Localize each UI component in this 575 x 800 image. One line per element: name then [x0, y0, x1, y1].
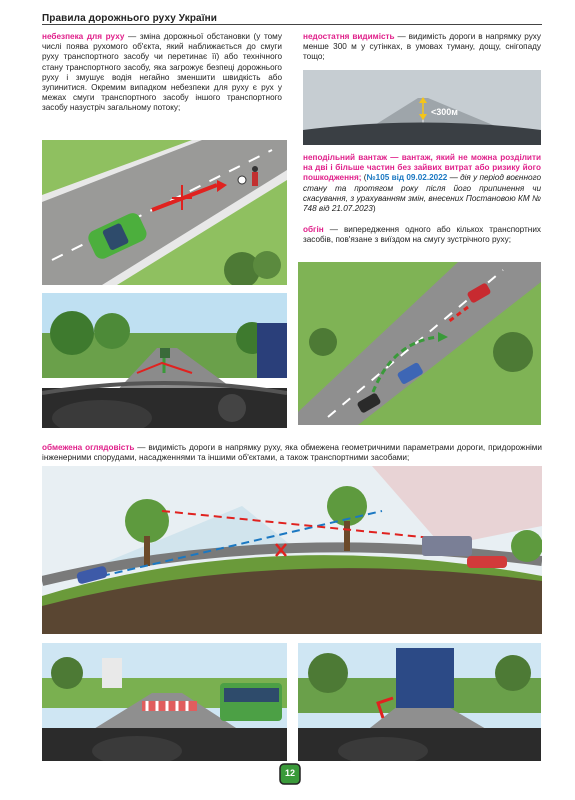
- def-insufficient-visibility: — видимість дороги в напрямку руху менше 300 м у сутінках, в умовах туману, дощу, снігопаду тощо;: [303, 32, 541, 62]
- term-overtaking: обгін: [303, 225, 324, 234]
- term-indivisible-load: неподільний вантаж — вантаж, який не можна розділити на дві і більше частин без зайвих витрат або ризику його пошкодження;: [303, 153, 541, 183]
- term-insufficient-visibility: недостатня видимість: [303, 32, 395, 41]
- definition-indivisible-load: [303, 153, 541, 214]
- illustration-hill: [42, 466, 542, 634]
- illustration-overtaking: [298, 262, 541, 425]
- def-limited-visibility: — видимість дороги в напрямку руху, яка обмежена геометричними параметрами дороги, придорожніми інженерними спорудами, насадженнями та іншими об'єктами, а також транспортними засобами;: [42, 443, 542, 463]
- illustration-truck: [298, 643, 541, 761]
- illustration-danger-pedestrian: [42, 140, 287, 285]
- definition-insufficient-visibility: [303, 32, 541, 63]
- fog-distance-label: <300м: [431, 107, 458, 117]
- def-danger: — зміна дорожньої обстановки (у тому числі поява рухомого об'єкта, який наближається до смуги руху транспортного засобу чи перетинає її) або технічного стану транспортного засобу, яка загрожує безпеці дорожнього руху і змушує водія негайно зменшити швидкість або зупинитися. Окремим випадком небезпеки для руху є рух у межах смуги транспортного засобу іншого транспортного засобу назустріч загальному потоку;: [42, 32, 282, 113]
- resolution-note: — дія у період воєнного стану та протягом року після його припинення чи скасування, з урахуванням змін, внесених Постановою КМ № 748 від 21.07.2023: [303, 173, 541, 214]
- definition-overtaking: [303, 225, 541, 245]
- term-limited-visibility: обмежена оглядовість: [42, 443, 135, 452]
- page-header: [42, 8, 542, 25]
- page-number-badge: [279, 763, 301, 785]
- def-overtaking: — випередження одного або кількох транспортних засобів, пов'язане з виїздом на смугу зустрічного руху;: [303, 225, 541, 245]
- definition-danger: [42, 32, 282, 114]
- resolution-reference: №105 від 09.02.2022: [366, 173, 448, 183]
- page-number: 12: [284, 768, 295, 778]
- illustration-fog: [303, 70, 541, 145]
- page-header-title: Правила дорожнього руху України: [42, 13, 217, 24]
- illustration-danger-driver-view: [42, 293, 287, 428]
- term-danger: небезпека для руху: [42, 32, 125, 41]
- ref-open: (: [361, 173, 367, 183]
- definition-limited-visibility: [42, 443, 542, 463]
- illustration-bus-crossing: [42, 643, 287, 761]
- ref-close: ): [372, 204, 376, 214]
